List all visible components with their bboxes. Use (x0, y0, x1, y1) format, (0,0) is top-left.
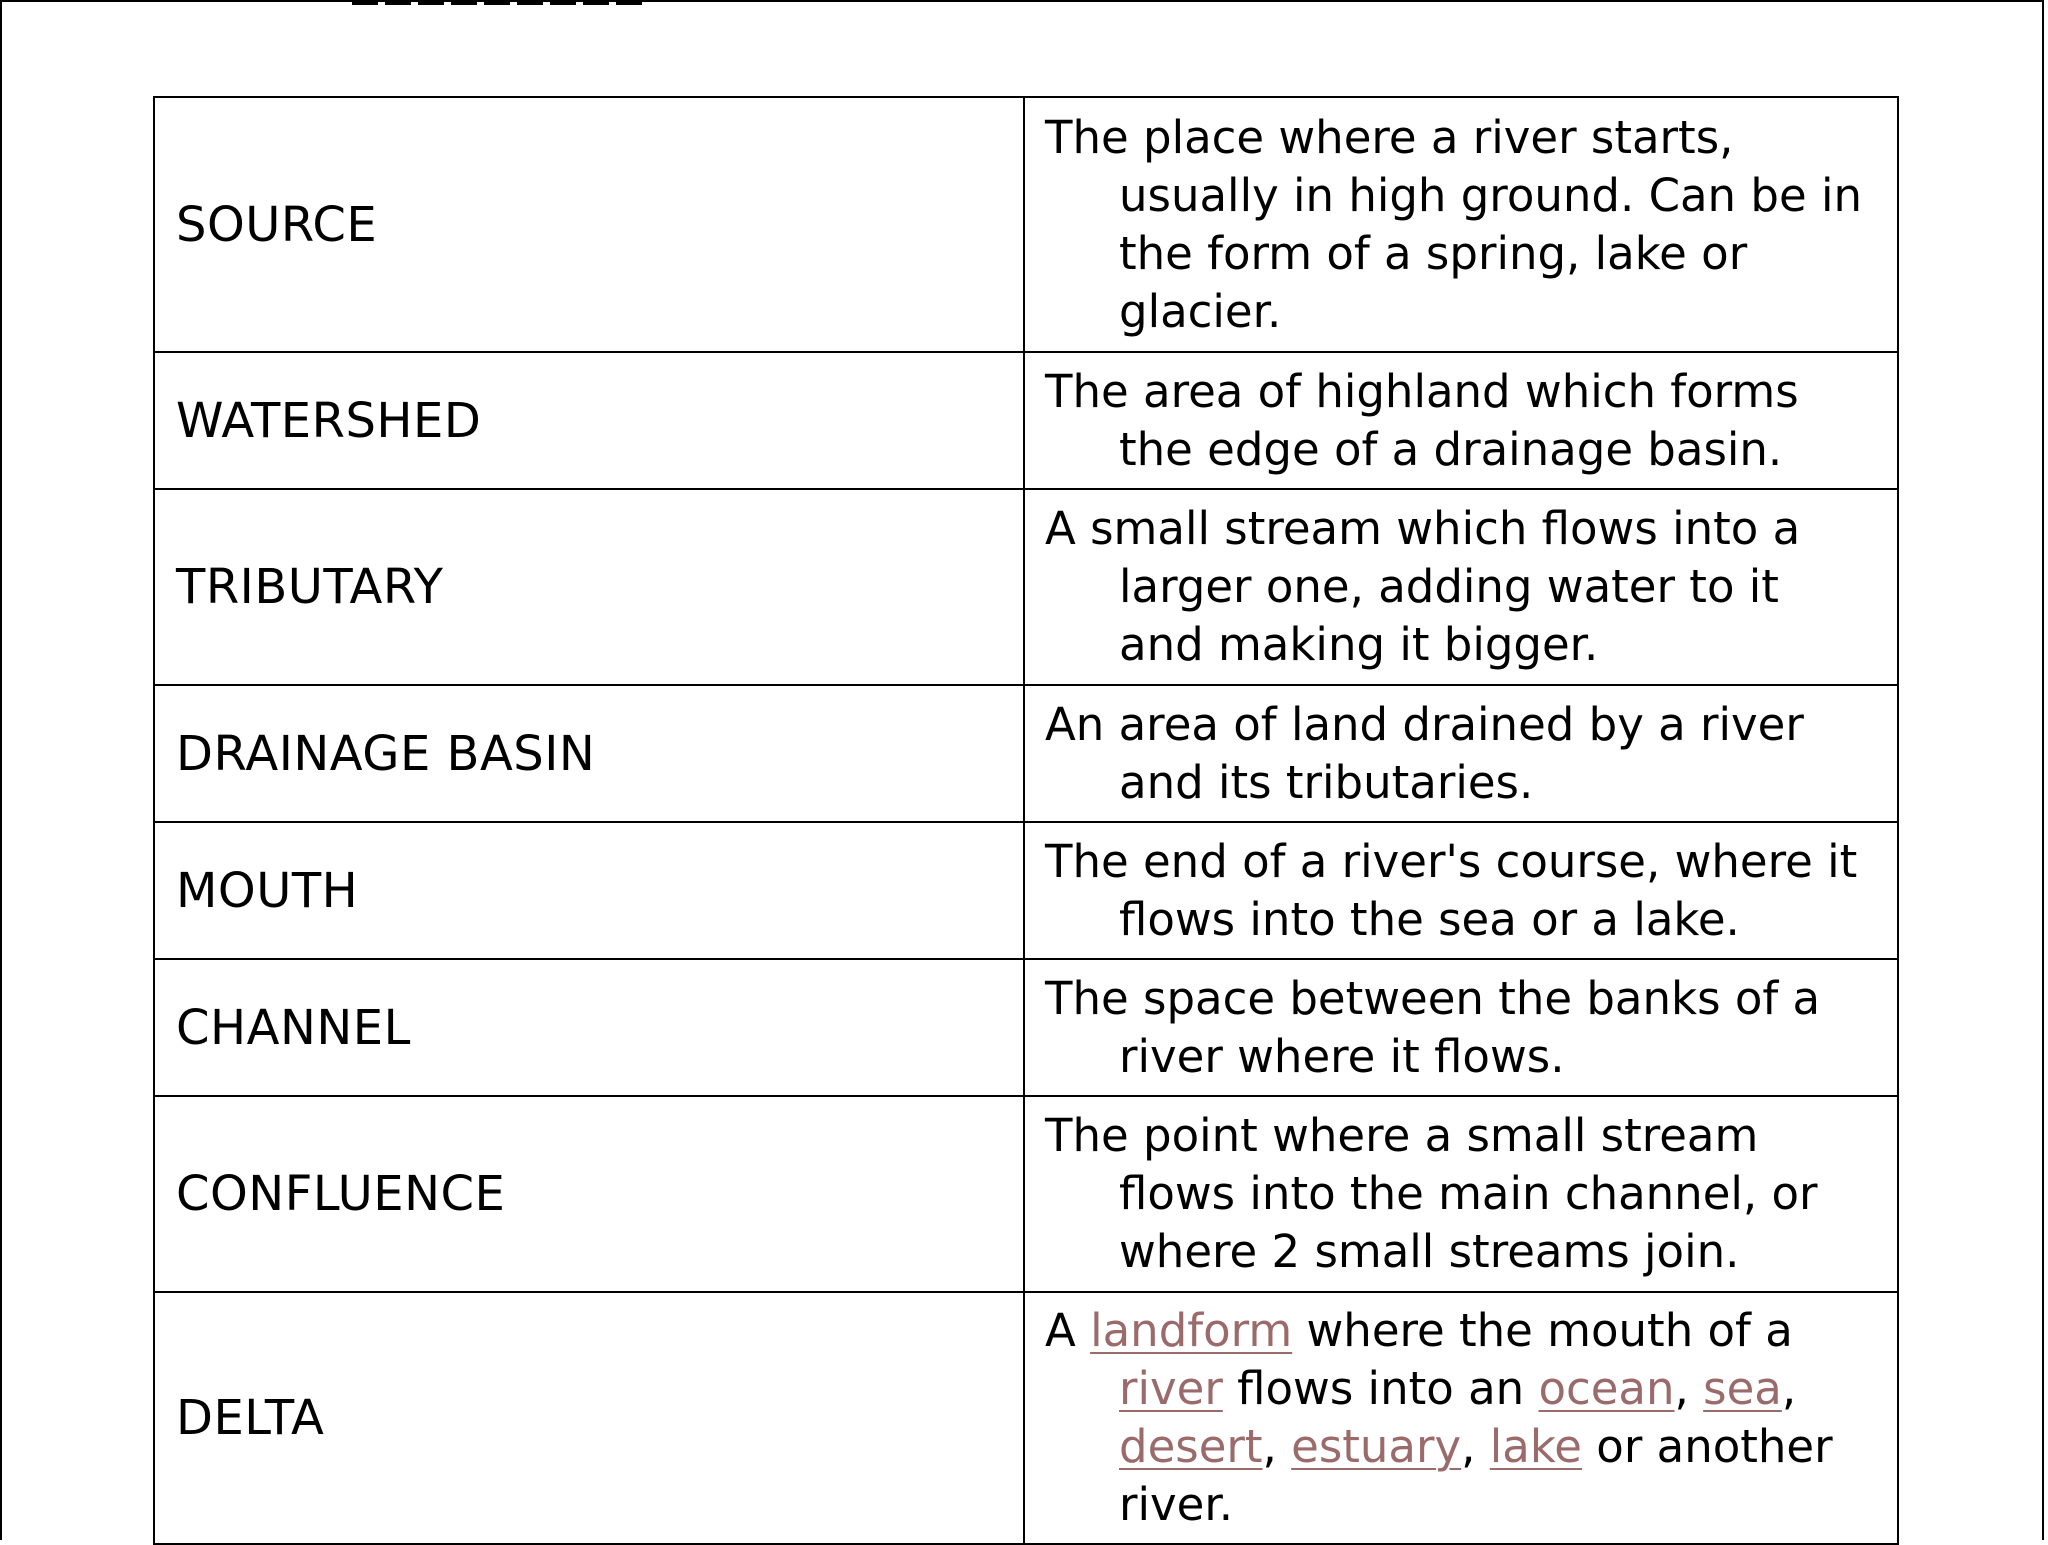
table-row (154, 685, 1898, 822)
text-segment: or another river. (1119, 1420, 1833, 1531)
term-label: SOURCE (176, 196, 378, 253)
text-segment: , (1461, 1420, 1490, 1473)
landform-link[interactable]: landform (1090, 1304, 1293, 1357)
definition-cell (1024, 959, 1898, 1096)
definition-text: The point where a small stream flows into the main channel, or where 2 small streams join. (1045, 1109, 1818, 1278)
term-cell (154, 959, 1024, 1096)
estuary-link[interactable]: estuary (1291, 1420, 1462, 1473)
definition-cell (1024, 97, 1898, 352)
definition-cell (1024, 685, 1898, 822)
sea-link[interactable]: sea (1703, 1362, 1782, 1415)
definition-cell (1024, 489, 1898, 685)
definition-cell (1024, 1292, 1898, 1544)
definition-cell (1024, 1096, 1898, 1292)
ocean-link[interactable]: ocean (1538, 1362, 1675, 1415)
table-row (154, 489, 1898, 685)
desert-link[interactable]: desert (1119, 1420, 1263, 1473)
text-segment: flows into an (1222, 1362, 1539, 1415)
definition-text: An area of land drained by a river and its tributaries. (1045, 697, 1804, 809)
definition-text (1025, 1298, 1897, 1538)
text-segment: , (1781, 1362, 1797, 1415)
term-cell (154, 1292, 1024, 1544)
table-row (154, 1292, 1898, 1544)
term-cell (154, 352, 1024, 489)
table-row (154, 1096, 1898, 1292)
term-label: MOUTH (176, 862, 359, 919)
term-cell (154, 1096, 1024, 1292)
term-cell (154, 685, 1024, 822)
definition-text: A small stream which flows into a larger one, adding water to it and making it bigger. (1045, 502, 1801, 671)
cut-off-heading (352, 0, 642, 5)
definition-cell (1024, 352, 1898, 489)
term-label: CHANNEL (176, 999, 411, 1056)
term-cell (154, 97, 1024, 352)
table-row (154, 352, 1898, 489)
term-label: CONFLUENCE (176, 1166, 506, 1222)
term-label: WATERSHED (176, 392, 482, 449)
lake-link[interactable]: lake (1489, 1420, 1582, 1473)
definition-text: The space between the banks of a river where it flows. (1045, 971, 1821, 1083)
table-row (154, 97, 1898, 352)
term-cell (154, 822, 1024, 959)
definition-text: The place where a river starts, usually in high ground. Can be in the form of a spring, lake or glacier. (1045, 110, 1862, 338)
definition-text: The end of a river's course, where it flows into the sea or a lake. (1045, 834, 1858, 946)
river-terms-table (153, 96, 1899, 1545)
definition-cell (1024, 822, 1898, 959)
term-label: TRIBUTARY (176, 559, 444, 615)
table-row (154, 959, 1898, 1096)
text-segment: where the mouth of a (1292, 1304, 1793, 1357)
table-row (154, 822, 1898, 959)
definition-text: The area of highland which forms the edge of a drainage basin. (1045, 364, 1799, 476)
text-segment: A (1045, 1304, 1091, 1357)
term-label: DELTA (176, 1390, 325, 1446)
text-segment: , (1674, 1362, 1704, 1415)
river-link[interactable]: river (1119, 1362, 1223, 1415)
text-segment: , (1262, 1420, 1292, 1473)
term-cell (154, 489, 1024, 685)
term-label: DRAINAGE BASIN (176, 725, 596, 782)
